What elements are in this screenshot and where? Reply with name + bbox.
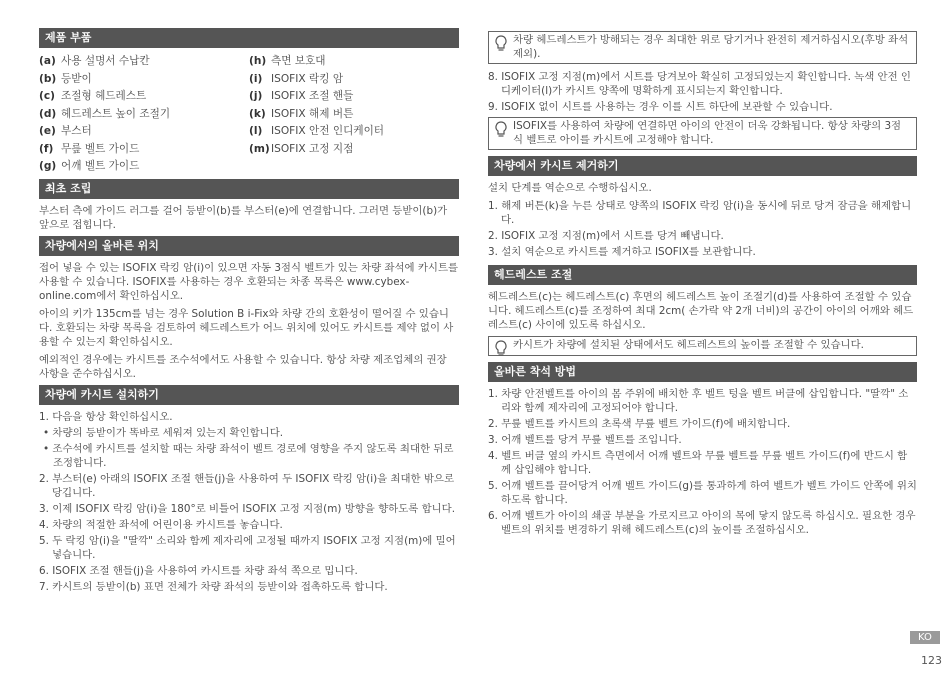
part-item xyxy=(39,123,249,141)
section-header-remove: 차량에서 카시트 제거하기 xyxy=(488,156,917,176)
section-header-position: 차량에서의 올바른 위치 xyxy=(39,236,459,256)
list-item: 4. 벨트 버클 옆의 카시트 측면에서 어깨 벨트와 무릎 벨트를 무릎 벨트 가이드(f)에 반드시 함께 삽입해야 합니다. xyxy=(488,449,908,476)
lightbulb-icon xyxy=(494,340,508,358)
part-key: (c) xyxy=(39,90,55,102)
part-key: (j) xyxy=(249,90,263,102)
part-item xyxy=(39,53,249,71)
lightbulb-icon xyxy=(494,121,508,139)
belt-steps xyxy=(488,387,917,537)
list-item: • 조수석에 카시트를 설치할 때는 차량 좌석이 벨트 경로에 영향을 주지 않도록 최대한 뒤로 조정합니다. xyxy=(43,442,454,469)
part-item xyxy=(39,71,249,89)
part-key: (k) xyxy=(249,107,266,120)
list-item: 3. 설치 역순으로 카시트를 제거하고 ISOFIX를 보관합니다. xyxy=(488,246,756,258)
part-label: 측면 보호대 xyxy=(271,55,326,67)
part-label: ISOFIX 해제 버튼 xyxy=(271,107,354,120)
part-key: (e) xyxy=(39,125,56,137)
part-label: ISOFIX 안전 인디케이터 xyxy=(271,125,385,137)
part-key: (d) xyxy=(39,107,57,120)
part-key: (a) xyxy=(39,55,56,67)
part-key: (h) xyxy=(249,55,267,67)
part-label: ISOFIX 조절 핸들 xyxy=(271,90,354,102)
part-item xyxy=(249,123,459,141)
section-header-headrest: 헤드레스트 조절 xyxy=(488,265,917,285)
list-item: 3. 이제 ISOFIX 락킹 암(i)을 180°로 비틀어 ISOFIX 고정 지점(m) 방향을 향하도록 합니다. xyxy=(39,502,455,515)
list-item: 6. ISOFIX 조절 핸들(j)을 사용하여 카시트를 차량 좌석 쪽으로 밉니다. xyxy=(39,564,358,577)
tip-text: 차량 헤드레스트가 방해되는 경우 최대한 위로 당기거나 완전히 제거하십시오(후방 좌석 제외). xyxy=(513,34,909,60)
tip-box-isofix xyxy=(488,117,917,150)
remove-steps xyxy=(488,199,917,259)
list-item: 3. 어깨 벨트를 당겨 무릎 벨트를 조입니다. xyxy=(488,433,682,446)
parts-list xyxy=(39,53,459,176)
parts-col-2 xyxy=(249,53,459,176)
assembly-text: 부스터 측에 가이드 러그를 걸어 등받이(b)를 부스터(e)에 연결합니다. 그러면 등받이(b)가 앞으로 접힙니다. xyxy=(39,204,448,231)
section-header-assembly: 최초 조립 xyxy=(39,179,459,199)
part-key: (i) xyxy=(249,72,263,85)
list-item: 6. 어깨 벨트가 아이의 쇄골 부분을 가로지르고 아이의 목에 닿지 않도록 하십시오. 필요한 경우 벨트의 위치를 변경하기 위해 헤드레스트(c)의 높이를 조절하십시오. xyxy=(488,509,916,536)
part-item xyxy=(39,141,249,159)
part-item xyxy=(39,106,249,124)
list-item: 7. 카시트의 등받이(b) 표면 전체가 차량 좌석의 등받이와 접촉하도록 합니다. xyxy=(39,580,388,593)
remove-intro: 설치 단계를 역순으로 수행하십시오. xyxy=(488,182,652,194)
part-key: (m) xyxy=(249,142,270,155)
list-item: 2. 부스터(e) 아래의 ISOFIX 조절 핸들(j)을 사용하여 두 ISOFIX 락킹 암(i)을 최대한 밖으로 당깁니다. xyxy=(39,472,455,499)
part-label: ISOFIX 고정 지점 xyxy=(271,142,354,155)
section-header-parts: 제품 부품 xyxy=(39,28,459,48)
tip-box-headrest xyxy=(488,31,917,64)
part-key: (b) xyxy=(39,72,57,85)
page-number: 123 xyxy=(921,654,942,667)
part-item xyxy=(249,53,459,71)
part-label: 무릎 벨트 가이드 xyxy=(61,142,140,155)
lightbulb-icon xyxy=(494,35,508,53)
list-item: 1. 차량 안전벨트를 아이의 몸 주위에 배치한 후 벨트 텅을 벨트 버클에 삽입합니다. "딸깍" 소리와 함께 제자리에 고정되어야 합니다. xyxy=(488,387,909,414)
part-item xyxy=(249,88,459,106)
section-header-install: 차량에 카시트 설치하기 xyxy=(39,385,459,405)
part-key: (g) xyxy=(39,160,57,172)
part-label: 부스터 xyxy=(61,125,92,137)
list-item: 1. 다음을 항상 확인하십시오. xyxy=(39,410,173,423)
list-item: 2. 무릎 벨트를 카시트의 초록색 무릎 벨트 가이드(f)에 배치합니다. xyxy=(488,417,791,430)
part-key: (f) xyxy=(39,142,54,155)
list-item: 1. 해제 버튼(k)을 누른 상태로 양쪽의 ISOFIX 락킹 암(i)을 동시에 뒤로 당겨 잠금을 해제합니다. xyxy=(488,200,912,226)
list-item: 5. 어깨 벨트를 끌어당겨 어깨 벨트 가이드(g)를 통과하게 하여 벨트가 벨트 가이드 안쪽에 위치하도록 합니다. xyxy=(488,479,917,506)
section-header-belt: 올바른 착석 방법 xyxy=(488,362,917,382)
list-item: • 차량의 등받이가 똑바로 세워져 있는지 확인합니다. xyxy=(43,426,284,439)
part-label: ISOFIX 락킹 암 xyxy=(271,72,344,85)
parts-col-1 xyxy=(39,53,249,176)
part-label: 헤드레스트 높이 조절기 xyxy=(61,107,171,120)
position-paragraph-2: 아이의 키가 135cm를 넘는 경우 Solution B i-Fix와 차량 간의 호환성이 떨어질 수 있습니다. 호환되는 차량 목록을 검토하여 헤드레스트가 어느 위치에 있어도 카시트를 제약 없이 사용할 수 있는지 확인하십시오. xyxy=(39,307,454,348)
part-label: 어깨 벨트 가이드 xyxy=(61,160,140,172)
position-paragraph-1: 접어 넣을 수 있는 ISOFIX 락킹 암(i)이 있으면 자동 3점식 벨트가 있는 차량 좌석에 카시트를 사용할 수 있습니다. ISOFIX를 사용하는 경우 호환되는 차종 목록은 www.cybex-online.com에서 확인하십시오. xyxy=(39,261,459,302)
part-label: 조절형 헤드레스트 xyxy=(61,90,147,102)
install-steps xyxy=(39,410,459,594)
left-column xyxy=(39,28,459,596)
part-item xyxy=(39,88,249,106)
tip-text: 카시트가 차량에 설치된 상태에서도 헤드레스트의 높이를 조절할 수 있습니다. xyxy=(513,339,864,351)
headrest-text: 헤드레스트(c)는 헤드레스트(c) 후면의 헤드레스트 높이 조절기(d)를 사용하여 조절할 수 있습니다. 헤드레스트(c)를 조정하여 최대 2cm( 손가락 약 2개 너비)의 공간이 아이의 어깨와 헤드레스트(c) 사이에 있도록 하십시오. xyxy=(488,291,914,331)
position-paragraph-3: 예외적인 경우에는 카시트를 조수석에서도 사용할 수 있습니다. 항상 차량 제조업체의 권장 사항을 준수하십시오. xyxy=(39,353,447,380)
part-label: 사용 설명서 수납칸 xyxy=(61,55,150,67)
list-item: 4. 차량의 적절한 좌석에 어린이용 카시트를 놓습니다. xyxy=(39,518,283,531)
tip-text: ISOFIX를 사용하여 차량에 연결하면 아이의 안전이 더욱 강화됩니다. 항상 차량의 3점식 벨트로 아이를 카시트에 고정해야 합니다. xyxy=(513,120,902,146)
list-item: 5. 두 락킹 암(i)을 "딸깍" 소리와 함께 제자리에 고정될 때까지 ISOFIX 고정 지점(m)에 밀어 넣습니다. xyxy=(39,534,456,561)
language-badge: KO xyxy=(910,631,940,644)
part-item xyxy=(249,141,459,159)
part-key: (l) xyxy=(249,125,263,137)
part-item xyxy=(249,71,459,89)
tip-box-headrest-adjust xyxy=(488,336,917,356)
part-item xyxy=(39,158,249,176)
install-step-9: 9. ISOFIX 없이 시트를 사용하는 경우 이를 시트 하단에 보관할 수 있습니다. xyxy=(488,101,833,113)
part-item xyxy=(249,106,459,124)
right-column xyxy=(488,28,917,539)
list-item: 2. ISOFIX 고정 지점(m)에서 시트를 당겨 빼냅니다. xyxy=(488,230,724,242)
install-step-8: 8. ISOFIX 고정 지점(m)에서 시트를 당겨보아 확실히 고정되었는지 확인합니다. 녹색 안전 인디케이터(l)가 카시트 양쪽에 명확하게 표시되는지 확인합니다. xyxy=(488,71,911,97)
part-label: 등받이 xyxy=(61,72,92,85)
